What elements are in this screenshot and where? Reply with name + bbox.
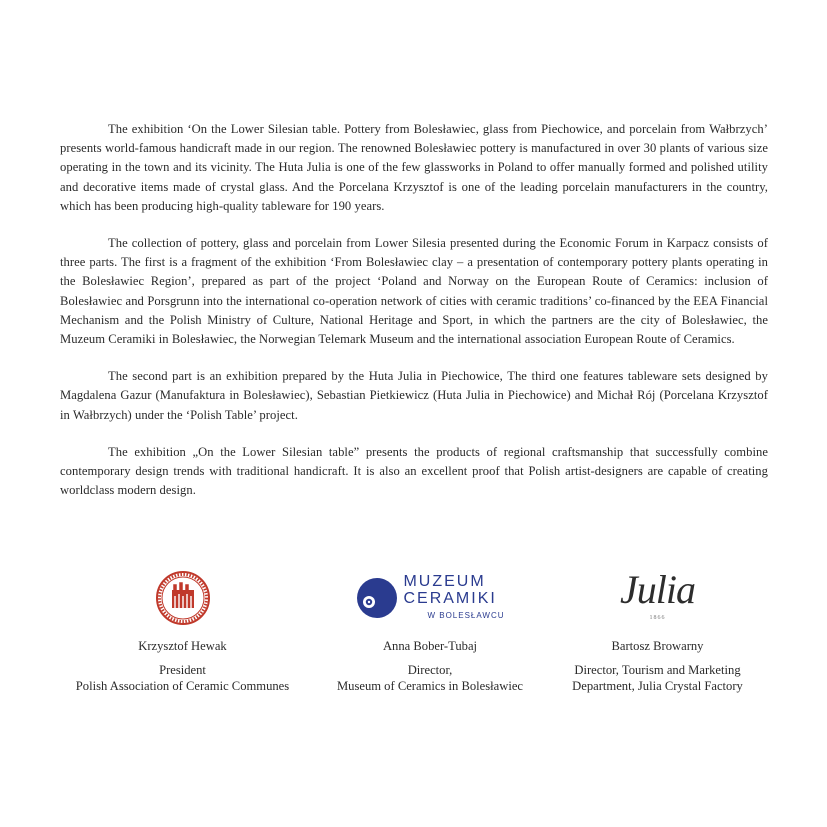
paragraph: The exhibition „On the Lower Silesian table” presents the products of regional craftsmanship that successfully combine contemporary design trends with traditional handicraft. It is also an excellent proof that Polish artist-designers are capable of creating worldclass modern design. <box>60 444 768 498</box>
paragraph: The second part is an exhibition prepared by the Huta Julia in Piechowice, The third one features tableware sets designed by Magdalena Gazur (Manufaktura in Bolesławiec), Sebastian Pietkiewicz (Huta Julia in Piechowice) and Michał Rój (Porcelana Krzysztof in Wałbrzych) under the ‘Polish Table’ project. <box>60 369 768 422</box>
signature-block <box>55 568 310 694</box>
paragraph: The exhibition ‘On the Lower Silesian table. Pottery from Bolesławiec, glass from Piechowice, and porcelain from Wałbrzych’ presents world-famous handicraft made in our region. The renowned Bolesławiec pottery is manufactured in over 30 plants of various size operating in the town and its vicinity. The Huta Julia is one of the few glassworks in Poland to offer manually formed and polished utility and decorative items made of crystal glass. And the Porcelana Krzysztof is one of the leading porcelain manufacturers in the country, which has been producing high-quality tableware for 190 years. <box>60 122 768 213</box>
signature-block <box>305 568 555 694</box>
ceramic-communes-seal-icon <box>55 568 310 628</box>
signatory-name: Krzysztof Hewak <box>138 639 227 653</box>
logo-text: CERAMIKI <box>403 589 497 607</box>
julia-logo-icon <box>535 568 780 628</box>
signatures <box>55 568 775 708</box>
signature-block <box>535 568 780 694</box>
logo-text: 1866 <box>649 615 666 621</box>
signatory-organization: Department, Julia Crystal Factory <box>572 679 743 693</box>
signatory-organization: Polish Association of Ceramic Communes <box>75 679 290 693</box>
logo-text: MUZEUM <box>403 572 486 590</box>
muzeum-ceramiki-logo-icon <box>305 568 555 628</box>
body-text <box>60 120 768 518</box>
signatory-name: Anna Bober-Tubaj <box>382 639 478 653</box>
signatory-role: Director, Tourism and Marketing <box>574 663 741 677</box>
signatory-name: Bartosz Browarny <box>611 639 704 653</box>
signatory-role: President <box>159 663 206 677</box>
logo-text: Julia <box>620 567 695 612</box>
signatory-role: Director, <box>407 663 453 677</box>
signatory-organization: Museum of Ceramics in Bolesławiec <box>336 679 524 693</box>
logo-text: W BOLESŁAWCU <box>427 610 505 620</box>
paragraph: The collection of pottery, glass and porcelain from Lower Silesia presented during the Economic Forum in Karpacz consists of three parts. The first is a fragment of the exhibition ‘From Bolesławiec clay – a presentation of contemporary pottery plants operating in the Bolesławiec Region’, prepared as part of the project ‘Poland and Norway on the European Route of Ceramics: inclusion of Bolesławiec and Porsgrunn into the international co-operation network of cities with ceramic traditions’ co-financed by the EEA Financial Mechanism and the Polish Ministry of Culture, National Heritage and Sport, in which the partners are the city of Bolesławiec, the Muzeum Ceramiki in Bolesławiec, the Norwegian Telemark Museum and the international association European Route of Ceramics. <box>60 236 768 347</box>
